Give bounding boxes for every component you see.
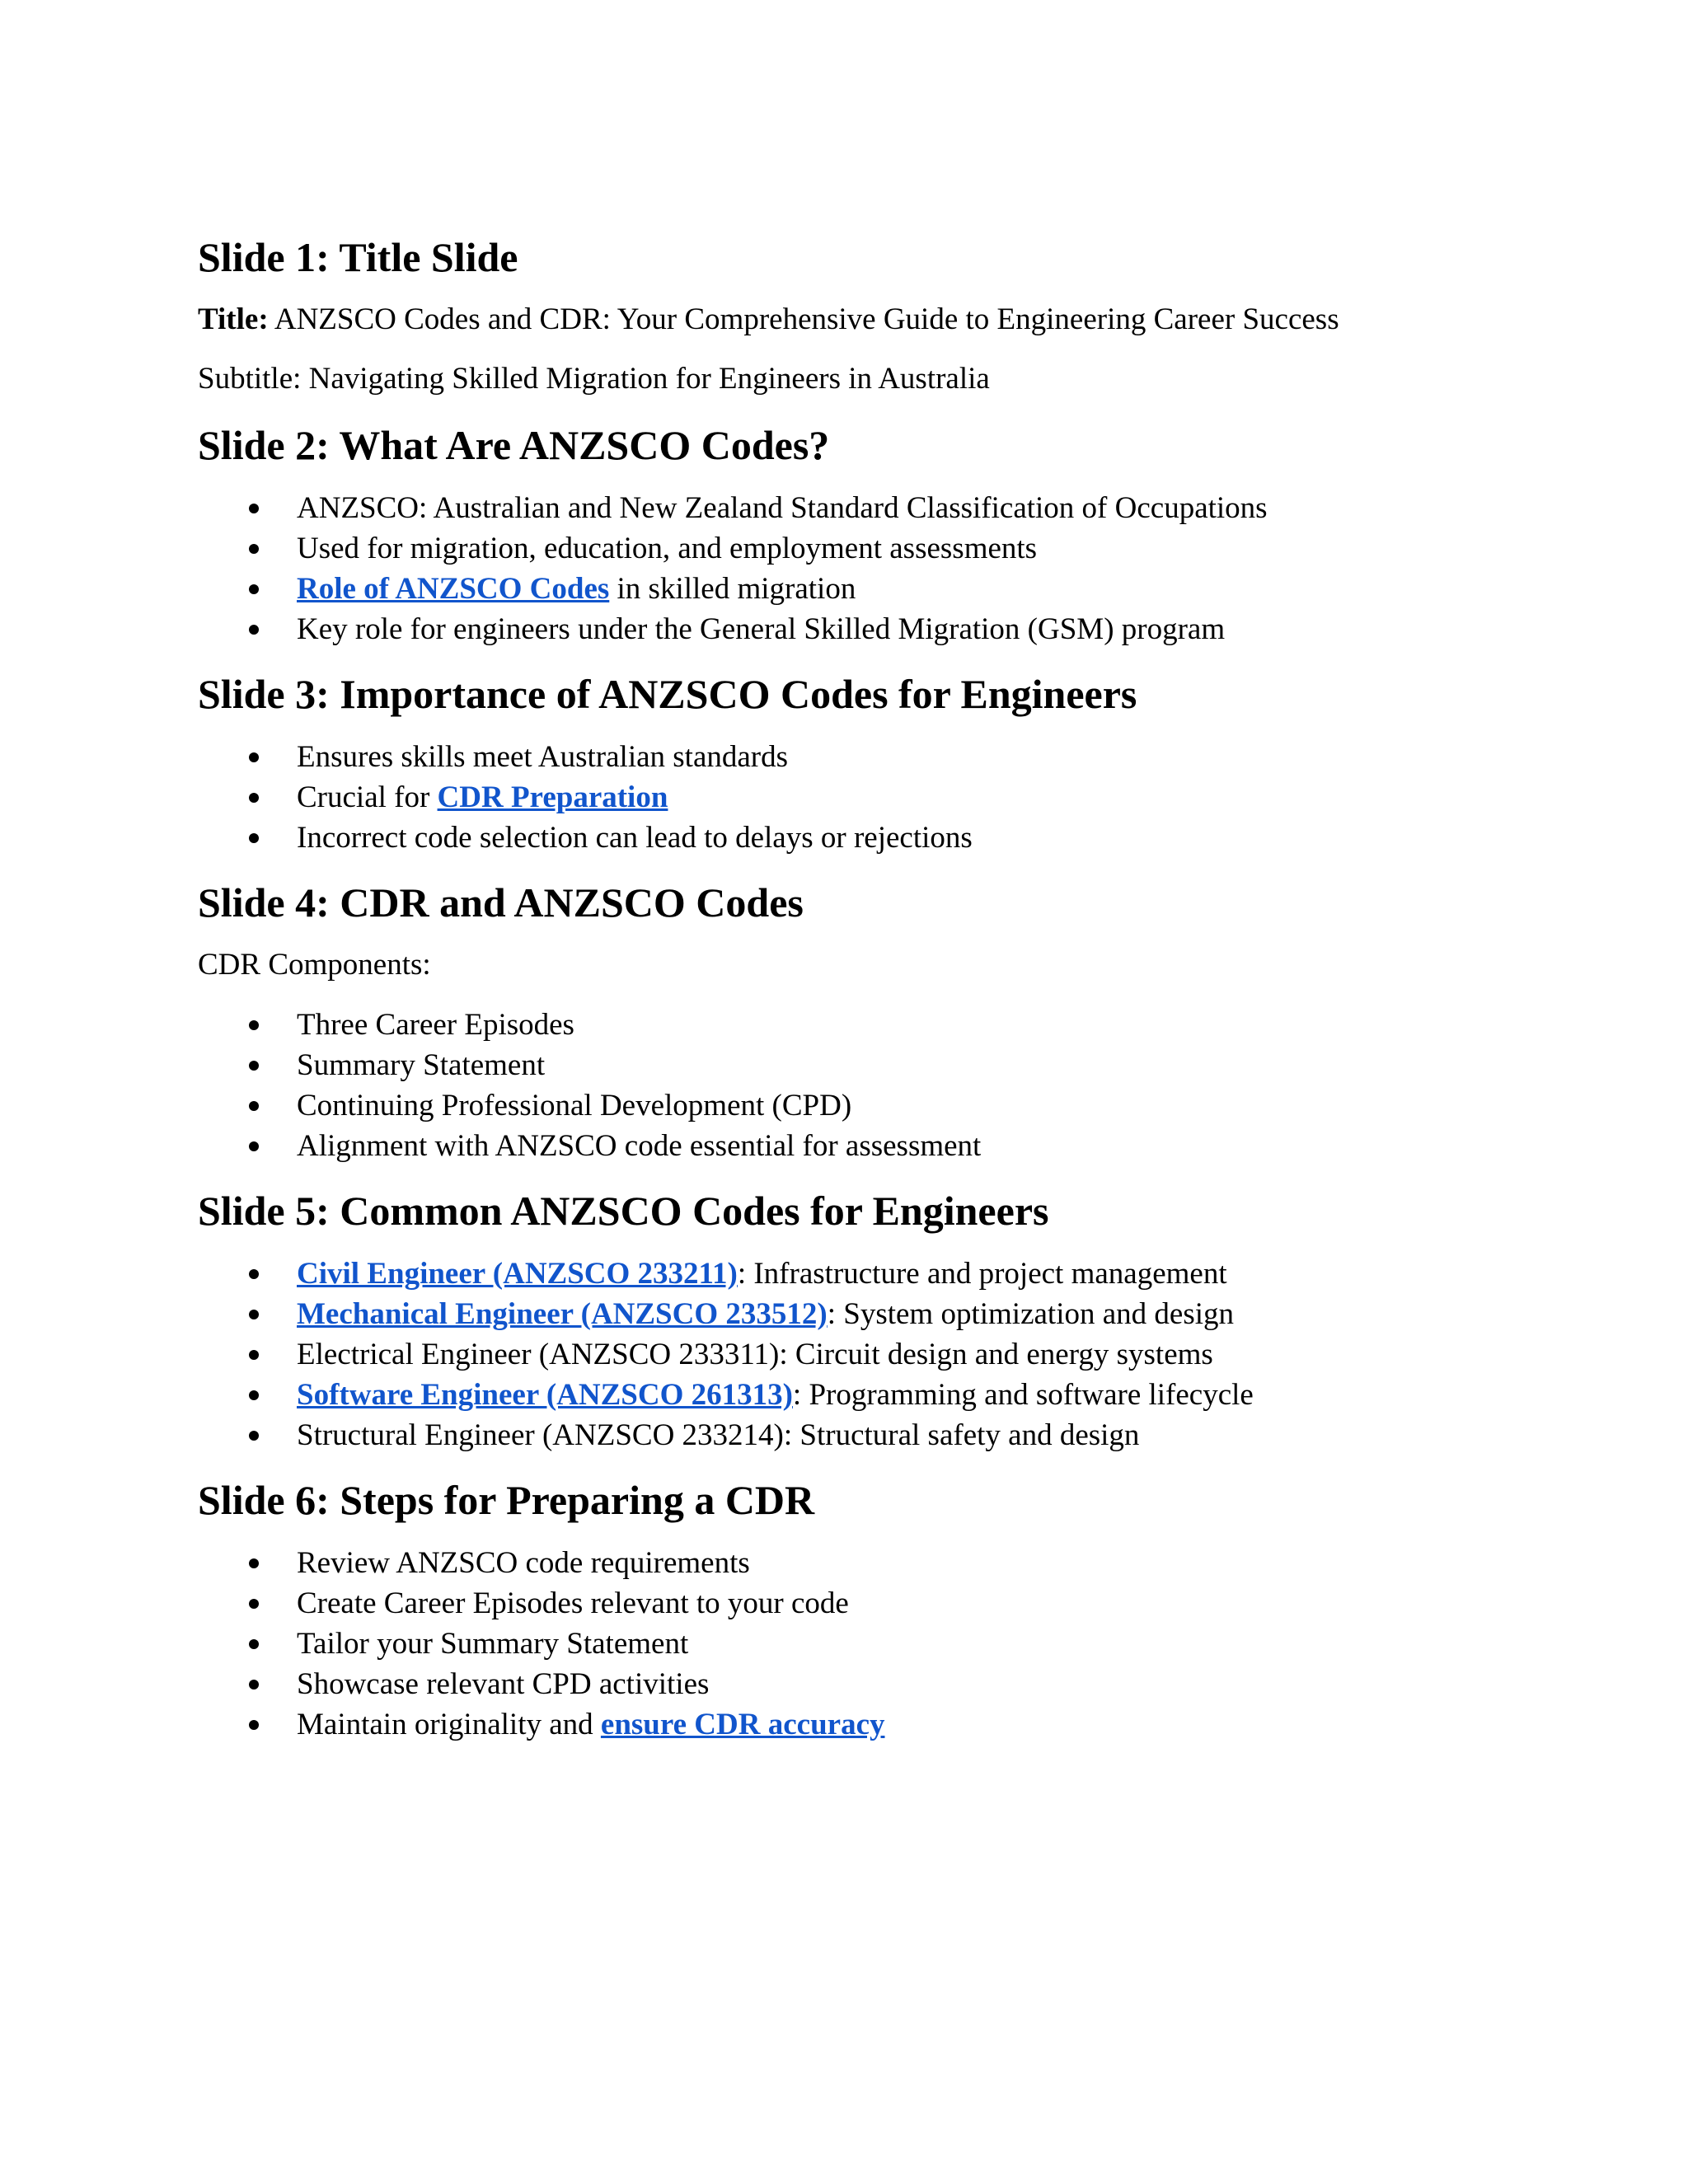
bullet-dot-icon (249, 1390, 259, 1400)
slide-2-heading: Slide 2: What Are ANZSCO Codes? (198, 422, 830, 468)
list-item: Alignment with ANZSCO code essential for assessment (198, 1126, 1517, 1166)
bullet-dot-icon (249, 1639, 259, 1649)
list-item: Electrical Engineer (ANZSCO 233311): Circuit design and energy systems (198, 1334, 1517, 1375)
bullet-dot-icon (249, 1020, 259, 1030)
bullet-dot-icon (249, 793, 259, 803)
list-item: Mechanical Engineer (ANZSCO 233512): System optimization and design (198, 1294, 1517, 1334)
bullet-dot-icon (249, 1350, 259, 1360)
list-item: Review ANZSCO code requirements (198, 1543, 1517, 1583)
bullet-dot-icon (249, 1101, 259, 1111)
list-item: ANZSCO: Australian and New Zealand Standard Classification of Occupations (198, 488, 1517, 528)
list-item: Crucial for CDR Preparation (198, 777, 1517, 818)
slide-4-bullet-list (198, 1005, 1517, 1166)
slide-2-section (198, 419, 1517, 649)
list-item: Used for migration, education, and employment assessments (198, 528, 1517, 569)
bullet-dot-icon (249, 1680, 259, 1690)
slide-5-section (198, 1184, 1517, 1455)
slide-3-section (198, 668, 1517, 858)
bullet-dot-icon (249, 1431, 259, 1441)
list-item: Structural Engineer (ANZSCO 233214): Structural safety and design (198, 1415, 1517, 1455)
bullet-dot-icon (249, 1599, 259, 1609)
list-item: Civil Engineer (ANZSCO 233211): Infrastructure and project management (198, 1254, 1517, 1294)
slide-6-section (198, 1474, 1517, 1745)
subtitle-line: Subtitle: Navigating Skilled Migration for Engineers in Australia (198, 362, 990, 396)
bullet-dot-icon (249, 625, 259, 635)
document-page (198, 231, 1517, 1763)
title-label: Title: (198, 302, 269, 336)
bullet-dot-icon (249, 1061, 259, 1071)
bullet-dot-icon (249, 1720, 259, 1730)
slide-5-heading: Slide 5: Common ANZSCO Codes for Engineers (198, 1188, 1049, 1234)
list-item: Create Career Episodes relevant to your code (198, 1583, 1517, 1624)
civil-engineer-link[interactable]: Civil Engineer (ANZSCO 233211) (297, 1257, 738, 1291)
software-engineer-link[interactable]: Software Engineer (ANZSCO 261313) (297, 1378, 793, 1412)
slide-1-heading: Slide 1: Title Slide (198, 234, 518, 280)
slide-2-bullet-list (198, 488, 1517, 649)
list-item: Maintain originality and ensure CDR accuracy (198, 1704, 1517, 1745)
slide-3-bullet-list (198, 737, 1517, 858)
bullet-dot-icon (249, 1269, 259, 1279)
list-item: Software Engineer (ANZSCO 261313): Programming and software lifecycle (198, 1375, 1517, 1415)
bullet-dot-icon (249, 504, 259, 513)
title-line (198, 300, 1517, 340)
bullet-dot-icon (249, 584, 259, 594)
list-item: Key role for engineers under the General Skilled Migration (GSM) program (198, 609, 1517, 649)
slide-4-section (198, 876, 1517, 1166)
bullet-dot-icon (249, 752, 259, 762)
mechanical-engineer-link[interactable]: Mechanical Engineer (ANZSCO 233512) (297, 1297, 828, 1331)
bullet-dot-icon (249, 1310, 259, 1319)
list-item: Summary Statement (198, 1045, 1517, 1085)
list-item: Continuing Professional Development (CPD) (198, 1085, 1517, 1126)
slide-5-bullet-list (198, 1254, 1517, 1455)
slide-1-section (198, 231, 1517, 399)
list-item: Three Career Episodes (198, 1005, 1517, 1045)
slide-4-heading: Slide 4: CDR and ANZSCO Codes (198, 879, 804, 926)
slide-3-heading: Slide 3: Importance of ANZSCO Codes for Engineers (198, 671, 1137, 717)
slide-6-bullet-list (198, 1543, 1517, 1745)
slide-6-heading: Slide 6: Steps for Preparing a CDR (198, 1477, 815, 1523)
list-item: Tailor your Summary Statement (198, 1624, 1517, 1664)
bullet-dot-icon (249, 1558, 259, 1568)
list-item: Role of ANZSCO Codes in skilled migration (198, 569, 1517, 609)
cdr-components-intro: CDR Components: (198, 948, 431, 982)
bullet-dot-icon (249, 1141, 259, 1151)
list-item: Incorrect code selection can lead to delays or rejections (198, 818, 1517, 858)
cdr-preparation-link[interactable]: CDR Preparation (437, 780, 668, 814)
bullet-dot-icon (249, 833, 259, 843)
role-of-anzsco-codes-link[interactable]: Role of ANZSCO Codes (297, 572, 610, 606)
ensure-cdr-accuracy-link[interactable]: ensure CDR accuracy (600, 1708, 885, 1741)
list-item: Showcase relevant CPD activities (198, 1664, 1517, 1704)
list-item: Ensures skills meet Australian standards (198, 737, 1517, 777)
bullet-dot-icon (249, 544, 259, 554)
title-text: ANZSCO Codes and CDR: Your Comprehensive Guide to Engineering Career Success (268, 302, 1339, 336)
